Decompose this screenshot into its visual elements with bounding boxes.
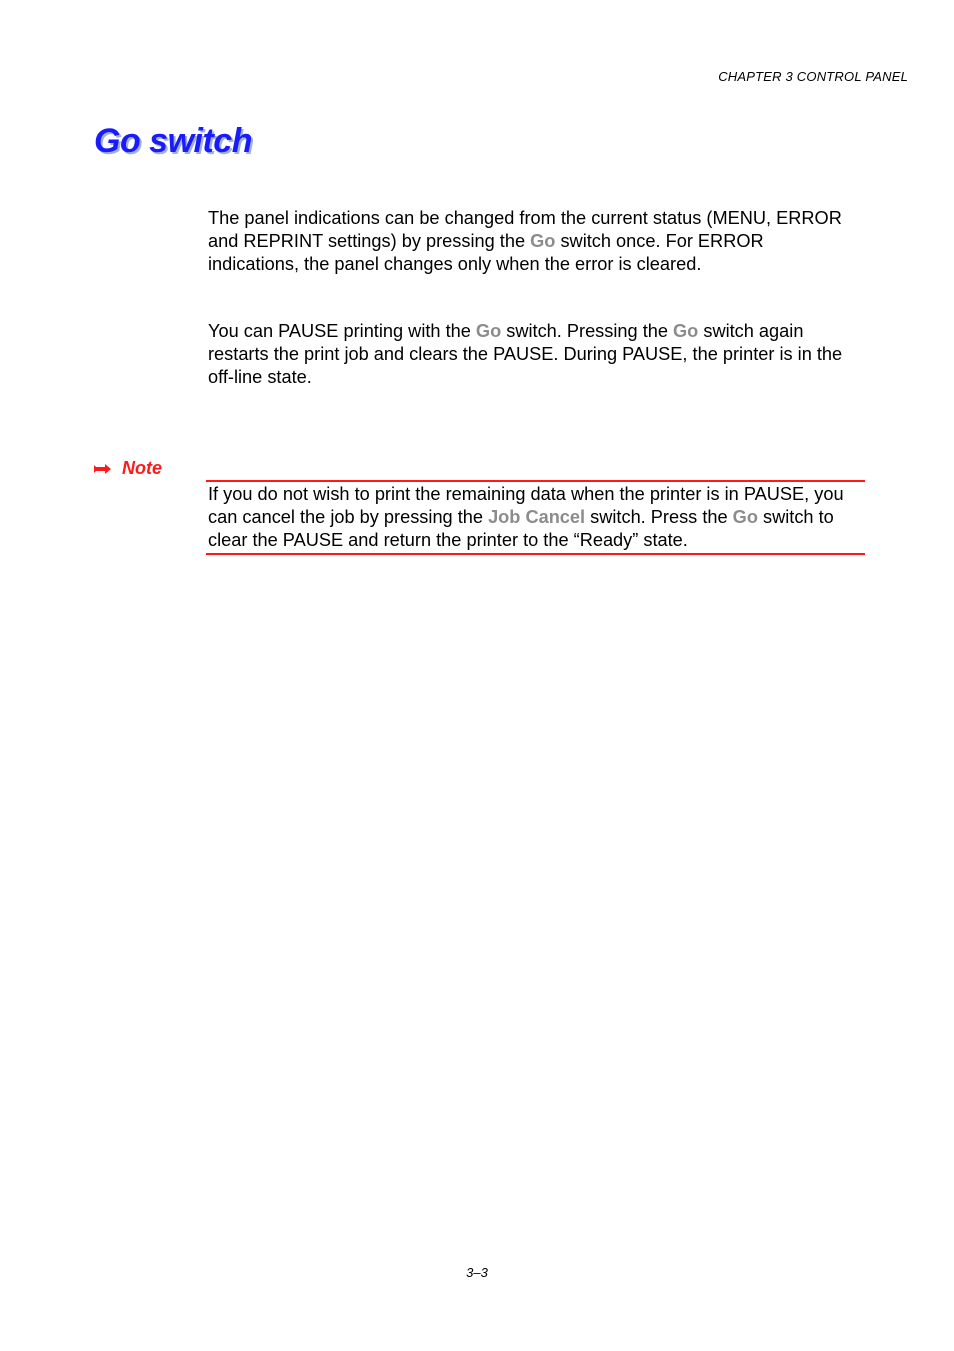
note-text-segment: switch. Press the	[585, 507, 733, 527]
note-heading	[94, 458, 162, 479]
paragraph-pause	[208, 320, 858, 389]
go-keyword: Go	[475, 321, 502, 341]
go-keyword: Go	[530, 231, 556, 251]
pencil-note-icon	[94, 463, 112, 475]
note-bottom-rule	[206, 553, 865, 555]
note-text-segment: If you do not wish to print the remaining data when the printer is in PAUSE, you can cancel the job by pressing the	[208, 484, 844, 527]
paragraph-text: switch again restarts the print job and clears the PAUSE. During PAUSE, the printer is in the off-line state.	[208, 321, 843, 387]
go-keyword: Go	[673, 321, 699, 341]
paragraph-panel-indications	[208, 207, 858, 276]
note-text-segment: switch to clear the PAUSE and return the printer to the “Ready” state.	[208, 507, 834, 550]
note-top-rule	[206, 480, 865, 482]
go-keyword: Go	[732, 507, 758, 527]
page-number: 3–3	[466, 1265, 488, 1280]
page-title: Go switch	[94, 122, 252, 160]
running-header: CHAPTER 3 CONTROL PANEL	[718, 69, 908, 84]
paragraph-text: switch. Pressing the	[501, 321, 674, 341]
note-label: Note	[122, 458, 162, 478]
paragraph-text: The panel indications can be changed from the current status (MENU, ERROR and REPRINT settings) by pressing the	[208, 208, 842, 251]
paragraph-text: You can PAUSE printing with the	[208, 321, 476, 341]
paragraph-text: switch once. For ERROR indications, the panel changes only when the error is cleared.	[208, 231, 764, 274]
job-cancel-keyword: Job Cancel	[488, 507, 586, 527]
note-text	[208, 483, 858, 552]
